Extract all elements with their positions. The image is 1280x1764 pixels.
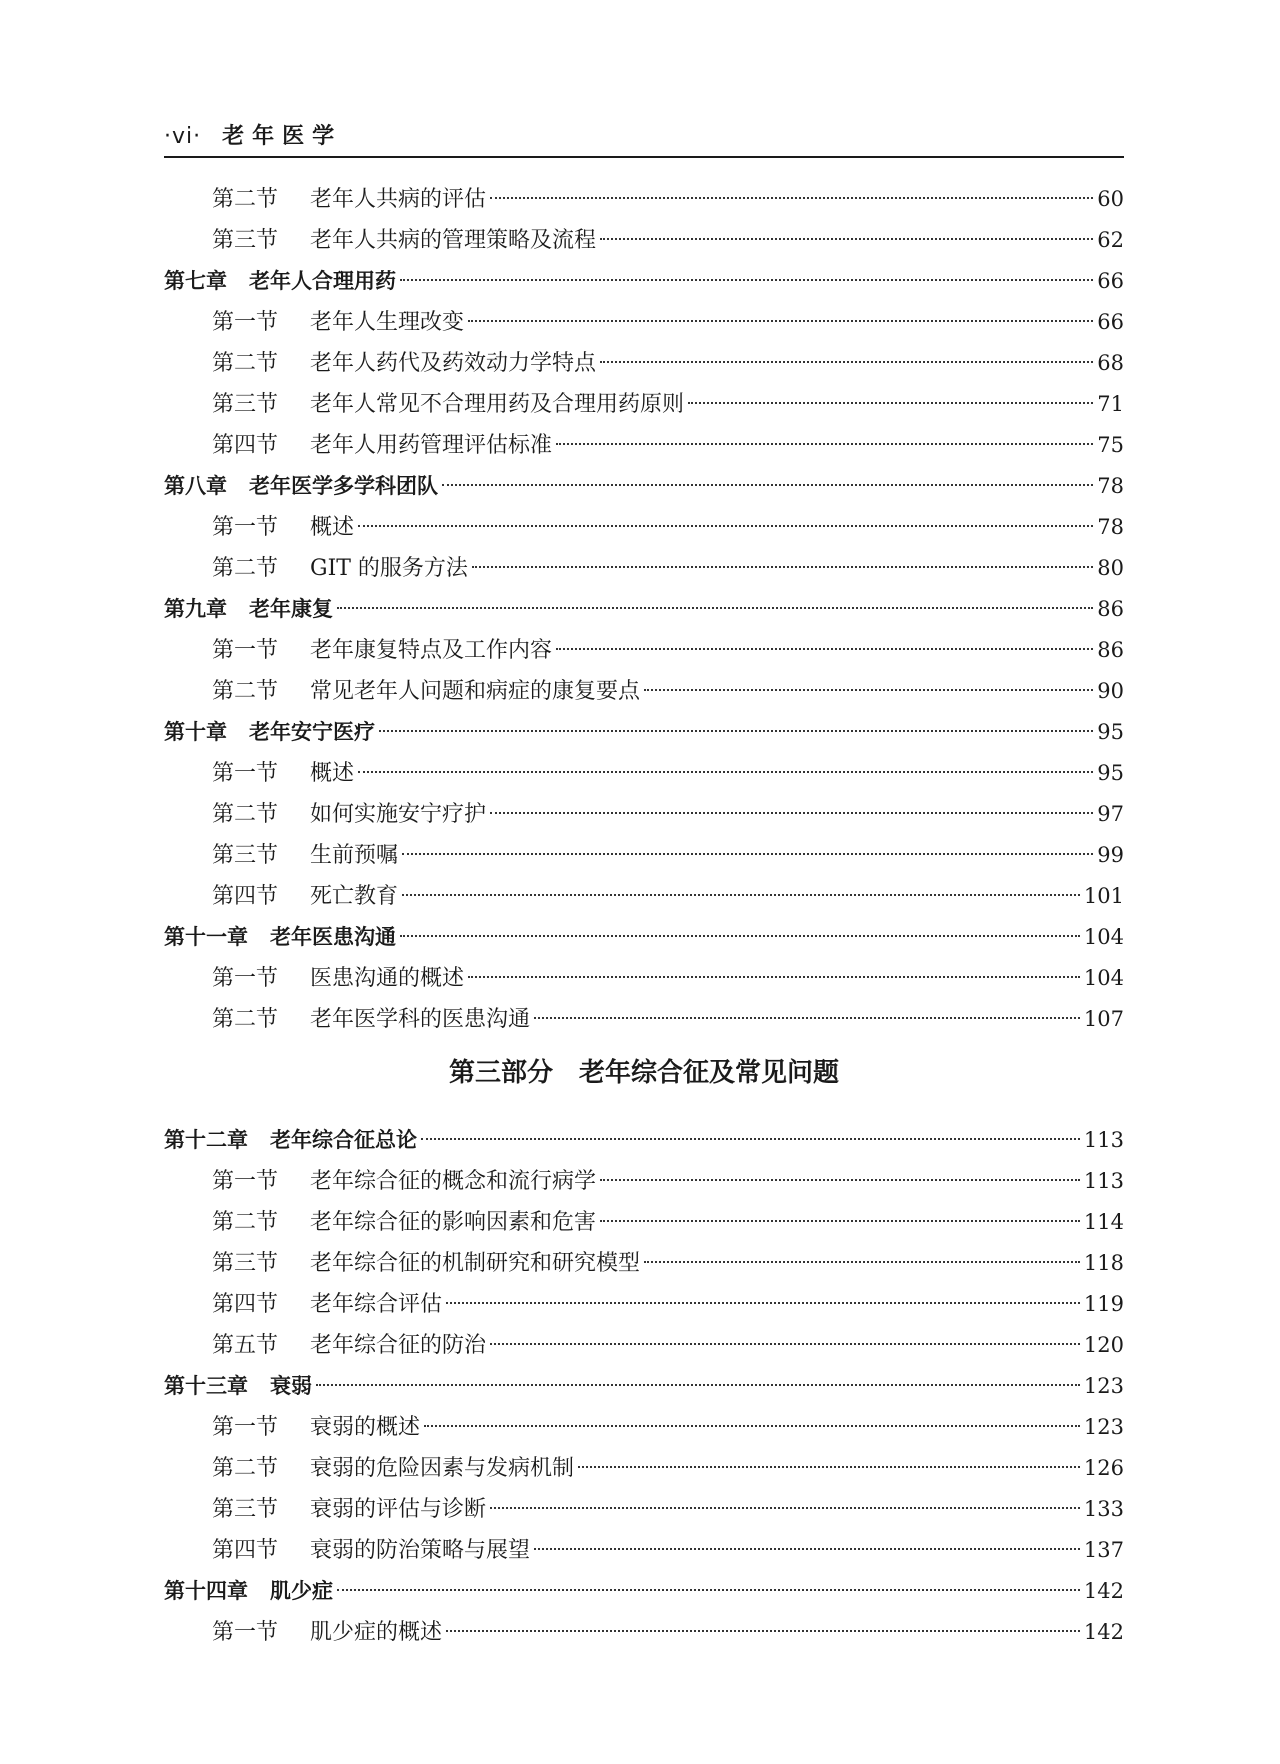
toc-page-number: 99 bbox=[1097, 843, 1124, 867]
toc-page-number: 80 bbox=[1097, 556, 1124, 580]
dot-leader bbox=[442, 484, 1093, 486]
dot-leader bbox=[358, 771, 1093, 773]
dot-leader bbox=[688, 402, 1093, 404]
toc-chapter-row[interactable] bbox=[164, 1571, 1124, 1612]
toc-section-title: 衰弱的概述 bbox=[310, 1415, 421, 1440]
toc-section-row[interactable] bbox=[164, 1284, 1124, 1325]
toc-section-label: 第一节 bbox=[212, 310, 279, 335]
toc-section-row[interactable] bbox=[164, 1161, 1124, 1202]
toc-section-title: 生前预嘱 bbox=[310, 843, 399, 868]
dot-leader bbox=[400, 279, 1093, 281]
toc-section-label: 第一节 bbox=[212, 1620, 279, 1645]
toc-page-number: 101 bbox=[1083, 884, 1124, 908]
toc-section-row[interactable] bbox=[164, 1243, 1124, 1284]
toc-page-number: 119 bbox=[1083, 1292, 1124, 1316]
toc-section-title: 老年人用药管理评估标准 bbox=[310, 433, 553, 458]
toc-section-row[interactable] bbox=[164, 1202, 1124, 1243]
toc-section-row[interactable] bbox=[164, 343, 1124, 384]
dot-leader bbox=[424, 1425, 1080, 1427]
toc-section-row[interactable] bbox=[164, 876, 1124, 917]
toc-section-label: 第三节 bbox=[212, 843, 279, 868]
dot-leader bbox=[468, 320, 1093, 322]
toc-section-label: 第三节 bbox=[212, 1251, 279, 1276]
toc-section-label: 第五节 bbox=[212, 1333, 279, 1358]
toc-section-label: 第一节 bbox=[212, 1169, 279, 1194]
toc-section-label: 第四节 bbox=[212, 884, 279, 909]
toc-page-number: 123 bbox=[1083, 1374, 1124, 1398]
toc-page-number: 75 bbox=[1097, 433, 1124, 457]
toc-section-title: GIT 的服务方法 bbox=[310, 556, 468, 581]
toc-section-label: 第三节 bbox=[212, 1497, 279, 1522]
toc-chapter-title: 老年综合征总论 bbox=[270, 1128, 417, 1152]
dot-leader bbox=[446, 1302, 1080, 1304]
dot-leader bbox=[600, 1179, 1080, 1181]
dot-leader bbox=[402, 853, 1093, 855]
toc-page-number: 90 bbox=[1097, 679, 1124, 703]
toc-section-row[interactable] bbox=[164, 1612, 1124, 1653]
toc-chapter-row[interactable] bbox=[164, 712, 1124, 753]
toc-group-bottom bbox=[164, 1120, 1124, 1653]
toc-section-row[interactable] bbox=[164, 1489, 1124, 1530]
book-title: 老年医学 bbox=[222, 124, 343, 149]
dot-leader bbox=[578, 1466, 1080, 1468]
toc-page-number: 86 bbox=[1097, 638, 1124, 662]
dot-leader bbox=[490, 812, 1093, 814]
toc-chapter-title: 肌少症 bbox=[270, 1579, 333, 1603]
toc-page-number: 113 bbox=[1083, 1169, 1124, 1193]
toc-section-title: 老年综合征的机制研究和研究模型 bbox=[310, 1251, 641, 1276]
dot-leader bbox=[490, 1343, 1080, 1345]
toc-section-label: 第一节 bbox=[212, 1415, 279, 1440]
toc-chapter-label: 第十三章 bbox=[164, 1374, 248, 1398]
toc-section-title: 衰弱的危险因素与发病机制 bbox=[310, 1456, 575, 1481]
toc-page-number: 97 bbox=[1097, 802, 1124, 826]
dot-leader bbox=[556, 443, 1093, 445]
toc-section-title: 衰弱的防治策略与展望 bbox=[310, 1538, 531, 1563]
toc-chapter-label: 第八章 bbox=[164, 474, 227, 498]
toc-page-number: 86 bbox=[1097, 597, 1124, 621]
toc-section-row[interactable] bbox=[164, 425, 1124, 466]
toc-section-title: 老年人共病的评估 bbox=[310, 187, 487, 212]
toc-section-title: 常见老年人问题和病症的康复要点 bbox=[310, 679, 641, 704]
toc-section-row[interactable] bbox=[164, 302, 1124, 343]
toc-page-number: 113 bbox=[1083, 1128, 1124, 1152]
toc-section-row[interactable] bbox=[164, 179, 1124, 220]
toc-section-title: 老年人常见不合理用药及合理用药原则 bbox=[310, 392, 685, 417]
toc-section-title: 老年康复特点及工作内容 bbox=[310, 638, 553, 663]
toc-section-title: 医患沟通的概述 bbox=[310, 966, 465, 991]
toc-page-number: 60 bbox=[1097, 187, 1124, 211]
dot-leader bbox=[400, 935, 1080, 937]
toc-page-number: 123 bbox=[1083, 1415, 1124, 1439]
dot-leader bbox=[600, 238, 1093, 240]
toc-section-row[interactable] bbox=[164, 384, 1124, 425]
dot-leader bbox=[358, 525, 1093, 527]
toc-chapter-title: 老年安宁医疗 bbox=[249, 720, 375, 744]
toc-chapter-row[interactable] bbox=[164, 261, 1124, 302]
part-title: 老年综合征及常见问题 bbox=[579, 1058, 840, 1088]
toc-section-title: 老年综合征的影响因素和危害 bbox=[310, 1210, 597, 1235]
toc-section-title: 衰弱的评估与诊断 bbox=[310, 1497, 487, 1522]
toc-chapter-title: 衰弱 bbox=[270, 1374, 312, 1398]
toc-section-title: 老年综合征的防治 bbox=[310, 1333, 487, 1358]
toc-section-label: 第二节 bbox=[212, 187, 279, 212]
toc-section-label: 第二节 bbox=[212, 556, 279, 581]
dot-leader bbox=[490, 1507, 1080, 1509]
toc-page-number: 62 bbox=[1097, 228, 1124, 252]
toc-section-row[interactable] bbox=[164, 999, 1124, 1040]
dot-leader bbox=[468, 976, 1080, 978]
dot-leader bbox=[490, 197, 1093, 199]
toc-section-label: 第二节 bbox=[212, 1007, 279, 1032]
toc-section-label: 第一节 bbox=[212, 761, 279, 786]
toc-section-row[interactable] bbox=[164, 1530, 1124, 1571]
toc-section-title: 概述 bbox=[310, 515, 355, 540]
toc-section-label: 第二节 bbox=[212, 1456, 279, 1481]
table-of-contents bbox=[164, 179, 1124, 1653]
toc-page-number: 78 bbox=[1097, 474, 1124, 498]
toc-section-label: 第三节 bbox=[212, 228, 279, 253]
dot-leader bbox=[644, 1261, 1080, 1263]
toc-page-number: 126 bbox=[1083, 1456, 1124, 1480]
toc-section-title: 老年人共病的管理策略及流程 bbox=[310, 228, 597, 253]
toc-section-label: 第二节 bbox=[212, 679, 279, 704]
toc-chapter-title: 老年康复 bbox=[249, 597, 333, 621]
dot-leader bbox=[600, 1220, 1080, 1222]
toc-section-row[interactable] bbox=[164, 753, 1124, 794]
toc-page-number: 133 bbox=[1083, 1497, 1124, 1521]
toc-page-number: 120 bbox=[1083, 1333, 1124, 1357]
toc-page-number: 142 bbox=[1083, 1620, 1124, 1644]
toc-page-number: 68 bbox=[1097, 351, 1124, 375]
dot-leader bbox=[402, 894, 1080, 896]
toc-chapter-row[interactable] bbox=[164, 1120, 1124, 1161]
toc-section-title: 老年医学科的医患沟通 bbox=[310, 1007, 531, 1032]
toc-section-title: 老年综合评估 bbox=[310, 1292, 443, 1317]
toc-page-number: 118 bbox=[1083, 1251, 1124, 1275]
toc-section-label: 第四节 bbox=[212, 433, 279, 458]
toc-chapter-label: 第九章 bbox=[164, 597, 227, 621]
toc-section-label: 第三节 bbox=[212, 392, 279, 417]
toc-section-row[interactable] bbox=[164, 220, 1124, 261]
toc-chapter-row[interactable] bbox=[164, 917, 1124, 958]
toc-section-row[interactable] bbox=[164, 1325, 1124, 1366]
toc-section-label: 第四节 bbox=[212, 1538, 279, 1563]
toc-section-title: 老年综合征的概念和流行病学 bbox=[310, 1169, 597, 1194]
toc-chapter-label: 第十二章 bbox=[164, 1128, 248, 1152]
toc-group-top bbox=[164, 179, 1124, 1040]
toc-page-number: 107 bbox=[1083, 1007, 1124, 1031]
toc-chapter-label: 第十章 bbox=[164, 720, 227, 744]
toc-section-label: 第一节 bbox=[212, 515, 279, 540]
toc-chapter-title: 老年医学多学科团队 bbox=[249, 474, 438, 498]
toc-page-number: 142 bbox=[1083, 1579, 1124, 1603]
toc-section-title: 如何实施安宁疗护 bbox=[310, 802, 487, 827]
toc-section-row[interactable] bbox=[164, 630, 1124, 671]
toc-section-title: 死亡教育 bbox=[310, 884, 399, 909]
toc-chapter-label: 第七章 bbox=[164, 269, 227, 293]
toc-section-row[interactable] bbox=[164, 958, 1124, 999]
toc-section-label: 第二节 bbox=[212, 1210, 279, 1235]
page-number: ·vi· bbox=[164, 124, 202, 149]
toc-section-label: 第二节 bbox=[212, 802, 279, 827]
toc-chapter-row[interactable] bbox=[164, 466, 1124, 507]
part-heading bbox=[164, 1040, 1124, 1120]
dot-leader bbox=[337, 607, 1093, 609]
toc-section-row[interactable] bbox=[164, 1448, 1124, 1489]
toc-section-label: 第四节 bbox=[212, 1292, 279, 1317]
dot-leader bbox=[337, 1589, 1080, 1591]
toc-page-number: 137 bbox=[1083, 1538, 1124, 1562]
toc-page-number: 104 bbox=[1083, 966, 1124, 990]
toc-section-row[interactable] bbox=[164, 835, 1124, 876]
toc-page-number: 104 bbox=[1083, 925, 1124, 949]
toc-page-number: 114 bbox=[1083, 1210, 1124, 1234]
toc-section-row[interactable] bbox=[164, 671, 1124, 712]
toc-chapter-row[interactable] bbox=[164, 589, 1124, 630]
toc-section-title: 老年人生理改变 bbox=[310, 310, 465, 335]
toc-section-row[interactable] bbox=[164, 1407, 1124, 1448]
dot-leader bbox=[421, 1138, 1080, 1140]
toc-page-number: 95 bbox=[1097, 761, 1124, 785]
dot-leader bbox=[534, 1017, 1080, 1019]
toc-section-row[interactable] bbox=[164, 507, 1124, 548]
toc-chapter-label: 第十四章 bbox=[164, 1579, 248, 1603]
toc-section-label: 第一节 bbox=[212, 966, 279, 991]
toc-chapter-label: 第十一章 bbox=[164, 925, 248, 949]
dot-leader bbox=[644, 689, 1093, 691]
toc-section-row[interactable] bbox=[164, 548, 1124, 589]
dot-leader bbox=[600, 361, 1093, 363]
dot-leader bbox=[534, 1548, 1080, 1550]
part-label: 第三部分 bbox=[448, 1058, 553, 1088]
toc-section-title: 老年人药代及药效动力学特点 bbox=[310, 351, 597, 376]
toc-section-title: 肌少症的概述 bbox=[310, 1620, 443, 1645]
dot-leader bbox=[446, 1630, 1080, 1632]
toc-section-row[interactable] bbox=[164, 794, 1124, 835]
dot-leader bbox=[316, 1384, 1080, 1386]
toc-page-number: 66 bbox=[1097, 310, 1124, 334]
toc-section-label: 第一节 bbox=[212, 638, 279, 663]
dot-leader bbox=[472, 566, 1093, 568]
toc-chapter-row[interactable] bbox=[164, 1366, 1124, 1407]
toc-section-title: 概述 bbox=[310, 761, 355, 786]
toc-page-number: 78 bbox=[1097, 515, 1124, 539]
toc-chapter-title: 老年人合理用药 bbox=[249, 269, 396, 293]
toc-section-label: 第二节 bbox=[212, 351, 279, 376]
toc-chapter-title: 老年医患沟通 bbox=[270, 925, 396, 949]
dot-leader bbox=[379, 730, 1093, 732]
toc-page-number: 71 bbox=[1097, 392, 1124, 416]
dot-leader bbox=[556, 648, 1093, 650]
toc-page-number: 66 bbox=[1097, 269, 1124, 293]
toc-page-number: 95 bbox=[1097, 720, 1124, 744]
page-header bbox=[164, 118, 1124, 158]
